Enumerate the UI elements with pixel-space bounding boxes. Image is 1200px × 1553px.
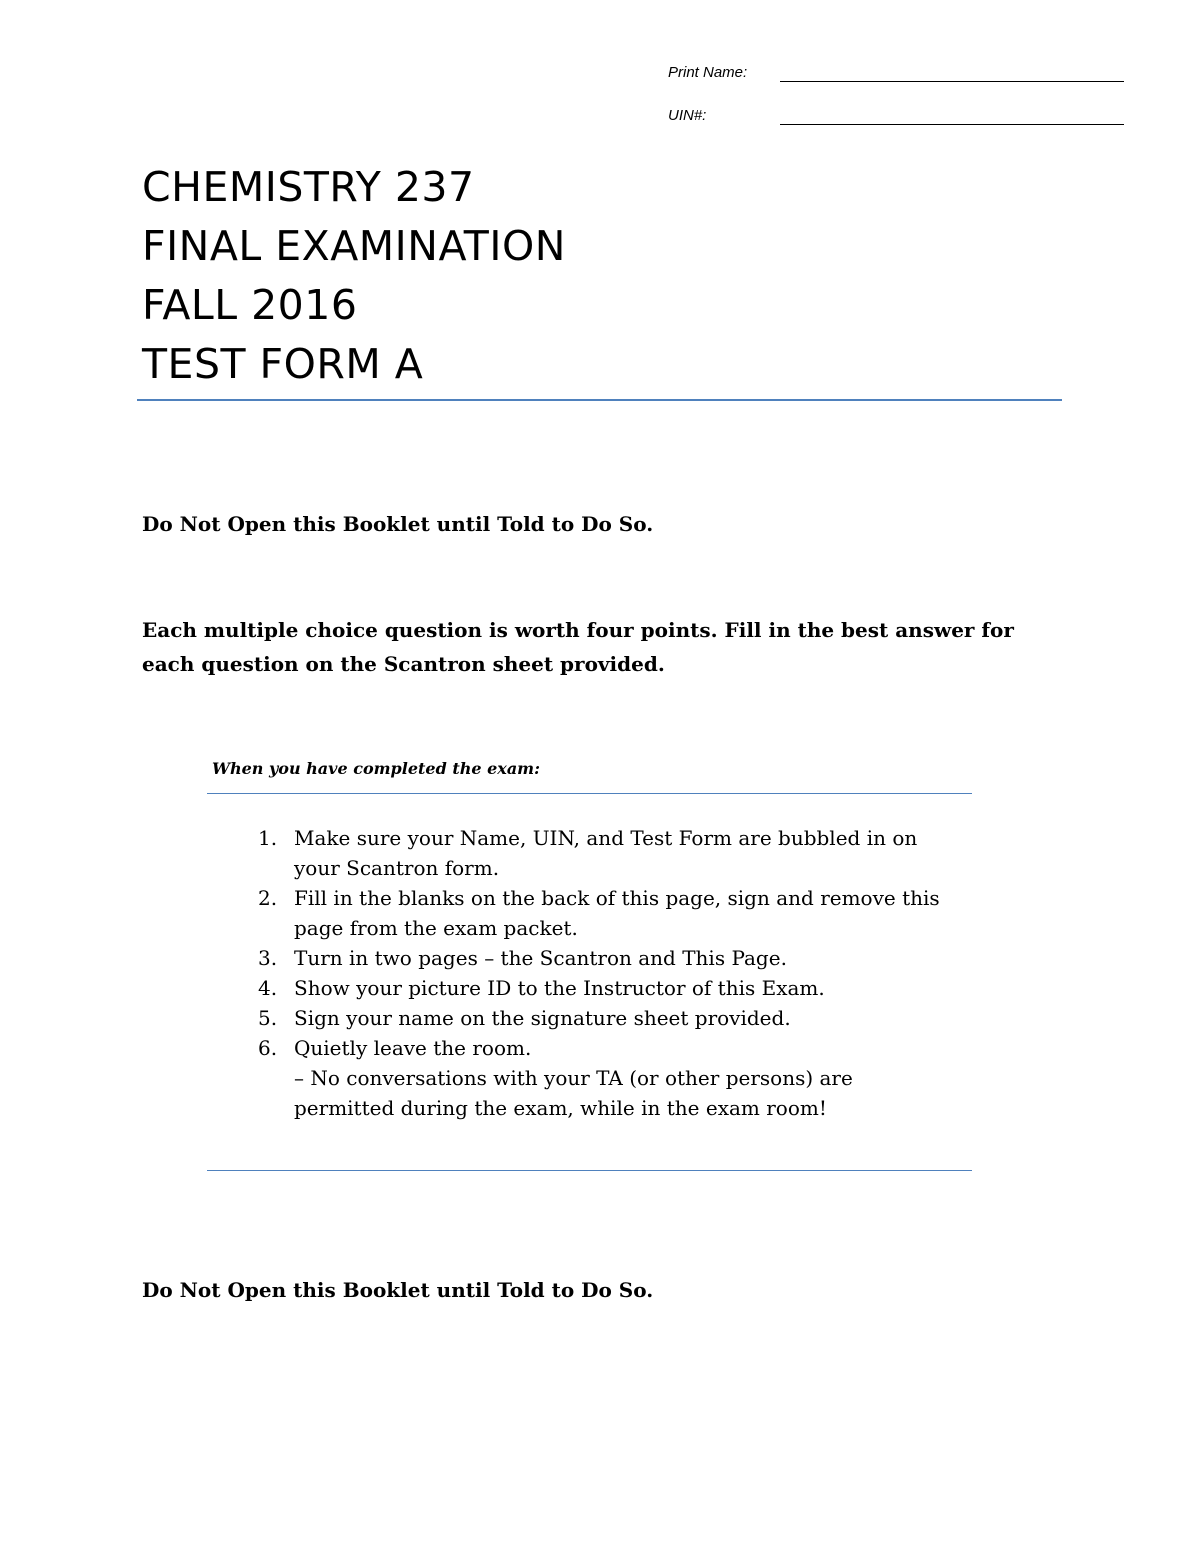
step-text: your Scantron form. — [294, 856, 500, 880]
step-text: Make sure your Name, UIN, and Test Form are bubbled in on — [294, 826, 918, 850]
step-number: 5. — [258, 1006, 278, 1030]
completion-bottom-divider — [207, 1170, 972, 1171]
title-divider — [137, 399, 1062, 401]
step-text: – No conversations with your TA (or other persons) are — [294, 1066, 853, 1090]
step-item — [254, 973, 974, 1003]
step-number: 3. — [258, 946, 278, 970]
step-number: 2. — [258, 886, 278, 910]
instructions-line-2: each question on the Scantron sheet provided. — [142, 652, 665, 676]
title-exam: FINAL EXAMINATION — [142, 222, 566, 270]
completion-steps — [254, 823, 974, 1123]
step-text: Sign your name on the signature sheet provided. — [294, 1006, 791, 1030]
print-name-label: Print Name: — [668, 64, 748, 81]
step-text: Show your picture ID to the Instructor of this Exam. — [294, 976, 825, 1000]
completion-top-divider — [207, 793, 972, 794]
step-text: Quietly leave the room. — [294, 1036, 532, 1060]
title-course: CHEMISTRY 237 — [142, 163, 475, 211]
title-form: TEST FORM A — [142, 340, 424, 388]
warning-bottom: Do Not Open this Booklet until Told to Do So. — [142, 1278, 654, 1302]
print-name-field[interactable] — [780, 81, 1124, 82]
step-text: permitted during the exam, while in the exam room! — [294, 1096, 827, 1120]
step-text: Turn in two pages – the Scantron and This Page. — [294, 946, 787, 970]
completion-heading: When you have completed the exam: — [212, 759, 541, 778]
step-text: Fill in the blanks on the back of this page, sign and remove this — [294, 886, 940, 910]
exam-title — [142, 158, 566, 394]
step-item — [254, 1033, 974, 1123]
step-number: 4. — [258, 976, 278, 1000]
step-number: 1. — [258, 826, 278, 850]
step-number: 6. — [258, 1036, 278, 1060]
step-text: page from the exam packet. — [294, 916, 578, 940]
step-item — [254, 1003, 974, 1033]
uin-field[interactable] — [780, 124, 1124, 125]
step-item — [254, 883, 974, 943]
step-item — [254, 823, 974, 883]
title-term: FALL 2016 — [142, 281, 358, 329]
instructions-line-1: Each multiple choice question is worth four points. Fill in the best answer for — [142, 618, 1014, 642]
step-item — [254, 943, 974, 973]
instructions — [142, 613, 1062, 681]
uin-label: UIN#: — [668, 107, 707, 124]
warning-top: Do Not Open this Booklet until Told to Do So. — [142, 512, 654, 536]
